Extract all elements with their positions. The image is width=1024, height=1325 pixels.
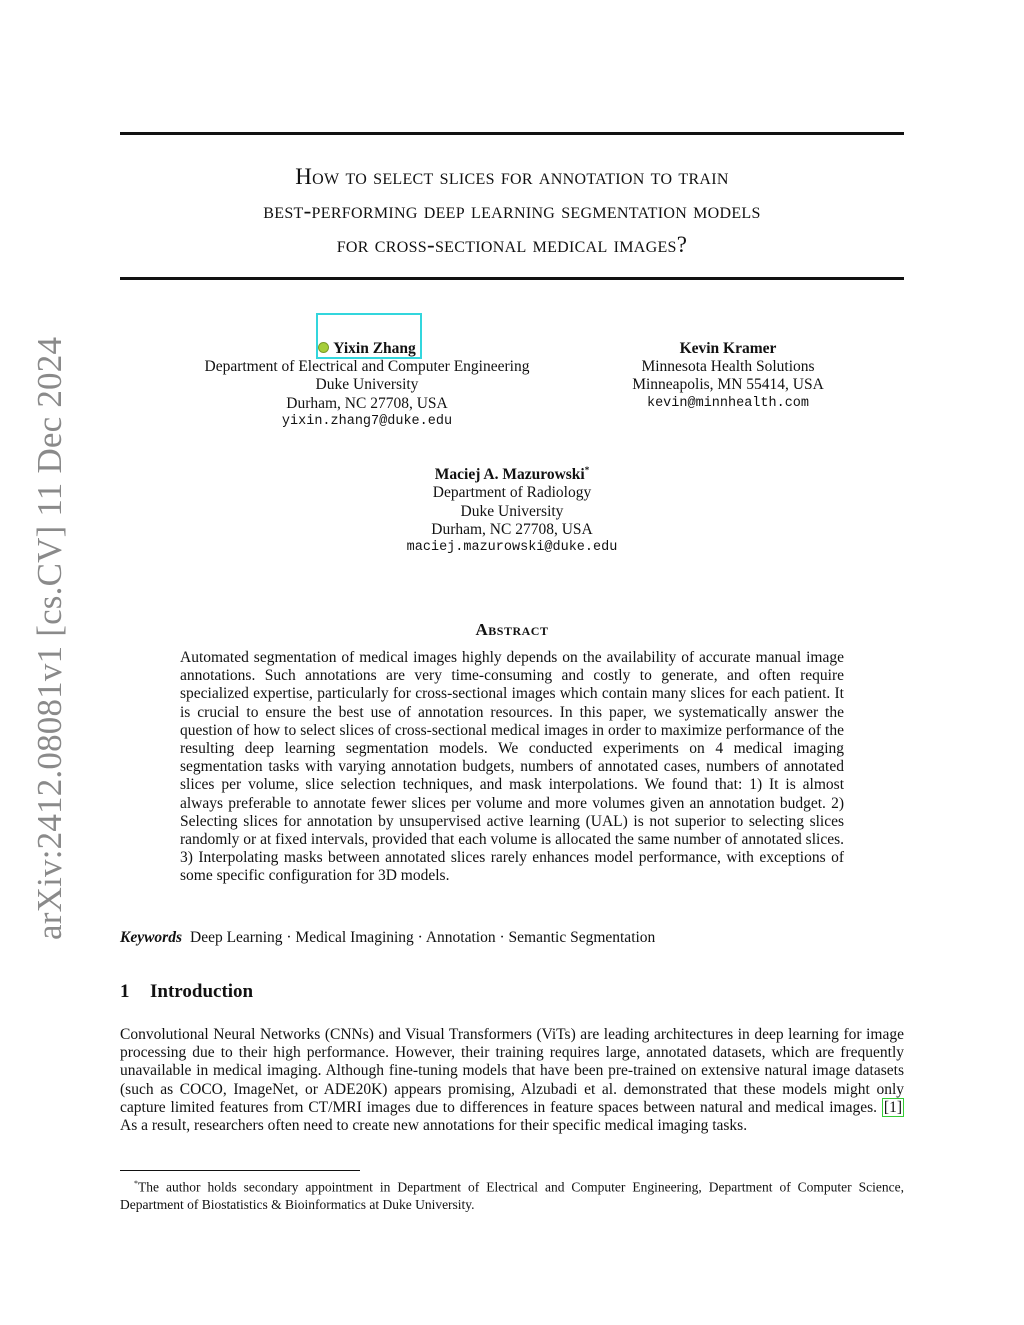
title-line: best-performing deep learning segmentation models — [263, 198, 761, 223]
title-bottom-rule — [120, 277, 904, 280]
title-top-rule — [120, 132, 904, 135]
author-affiliation: Durham, NC 27708, USA — [286, 394, 448, 412]
abstract-heading: Abstract — [475, 620, 549, 639]
author-name[interactable]: Yixin Zhang — [333, 340, 416, 357]
abstract-text: Automated segmentation of medical images highly depends on the availability of accurate manual image annotations. Such annotations are very time-consuming and costly to generate, and often require specialized expertise, particularly for cross-sectional images which contain many slices for each patient. It is crucial to ensure the best use of annotation resources. In this paper, we systematically answer the question of how to select slices of cross-sectional medical images in order to maximize performance of the resulting deep learning segmentation models. We conducted experiments on 4 medical imaging segmentation tasks with varying annotation budgets, numbers of annotated cases, numbers of annotated slices per volume, slice selection techniques, and mask interpolations. We found that: 1) It is almost always preferable to annotate fewer slices per volume and more volumes given an annotation budget. 2) Selecting slices for annotation by unsupervised active learning (UAL) is not superior to selecting slices randomly or at fixed intervals, provided that each volume is allocated the same number of annotated slices. 3) Interpolating masks between annotated slices rarely enhances model performance, with exceptions of some specific configuration for 3D models. — [180, 649, 844, 885]
author-affiliation: Durham, NC 27708, USA — [431, 520, 593, 538]
author-name: Maciej A. Mazurowski — [434, 466, 585, 484]
keywords-label: Keywords — [120, 929, 182, 946]
section-number: 1 — [120, 981, 130, 1002]
footnote-rule — [120, 1170, 360, 1171]
footnote — [120, 1175, 904, 1213]
author-email[interactable]: kevin@minnhealth.com — [646, 395, 810, 411]
footnote-mark: * — [134, 1179, 138, 1188]
author-affiliation: Duke University — [460, 502, 564, 520]
author-block-3 — [362, 461, 662, 557]
title-line: How to select slices for annotation to train — [295, 164, 729, 189]
footnote-text: The author holds secondary appointment in Department of Electrical and Computer Engineering, Department of Computer Science, Department of Biostatistics & Bioinformatics at Duke University. — [120, 1179, 904, 1212]
author-affiliation: Minneapolis, MN 55414, USA — [632, 376, 824, 394]
citation-link[interactable]: [1] — [883, 1098, 902, 1116]
author-block-2 — [580, 340, 876, 413]
author-affiliation: Department of Radiology — [432, 484, 592, 502]
section-title: Introduction — [150, 981, 254, 1002]
keywords — [120, 929, 655, 947]
author-affiliation: Duke University — [315, 376, 419, 394]
section-heading — [120, 981, 253, 1003]
paper-title — [120, 160, 904, 262]
author-link-highlight[interactable] — [316, 313, 422, 359]
footnote-mark[interactable]: * — [584, 465, 590, 475]
author-affiliation: Minnesota Health Solutions — [641, 358, 815, 376]
keywords-list: Deep Learning · Medical Imagining · Annotation · Semantic Segmentation — [190, 929, 656, 946]
arxiv-identifier-stamp: arXiv:2412.08081v1 [cs.CV] 11 Dec 2024 — [30, 336, 69, 940]
title-line: for cross-sectional medical images? — [336, 232, 688, 257]
author-email[interactable]: maciej.mazurowski@duke.edu — [406, 539, 618, 555]
introduction-paragraph: Convolutional Neural Networks (CNNs) and Visual Transformers (ViTs) are leading architectures in deep learning for image processing due to their high performance. However, their training requires large, annotated datasets, which are frequently unavailable in medical imaging. Although fine-tuning models that have been pre-trained on extensive natural image datasets (such as COCO, ImageNet, or ADE20K) appears promising, Alzubadi et al. demonstrated that these models might only capture limited features from CT/MRI images due to differences in feature spaces between natural and medical images. [1] As a result, researchers often need to create new annotations for their specific medical imaging tasks. — [120, 1026, 904, 1135]
author-affiliation: Department of Electrical and Computer Engineering — [204, 358, 530, 376]
author-name: Kevin Kramer — [679, 340, 777, 357]
author-email[interactable]: yixin.zhang7@duke.edu — [281, 413, 453, 429]
